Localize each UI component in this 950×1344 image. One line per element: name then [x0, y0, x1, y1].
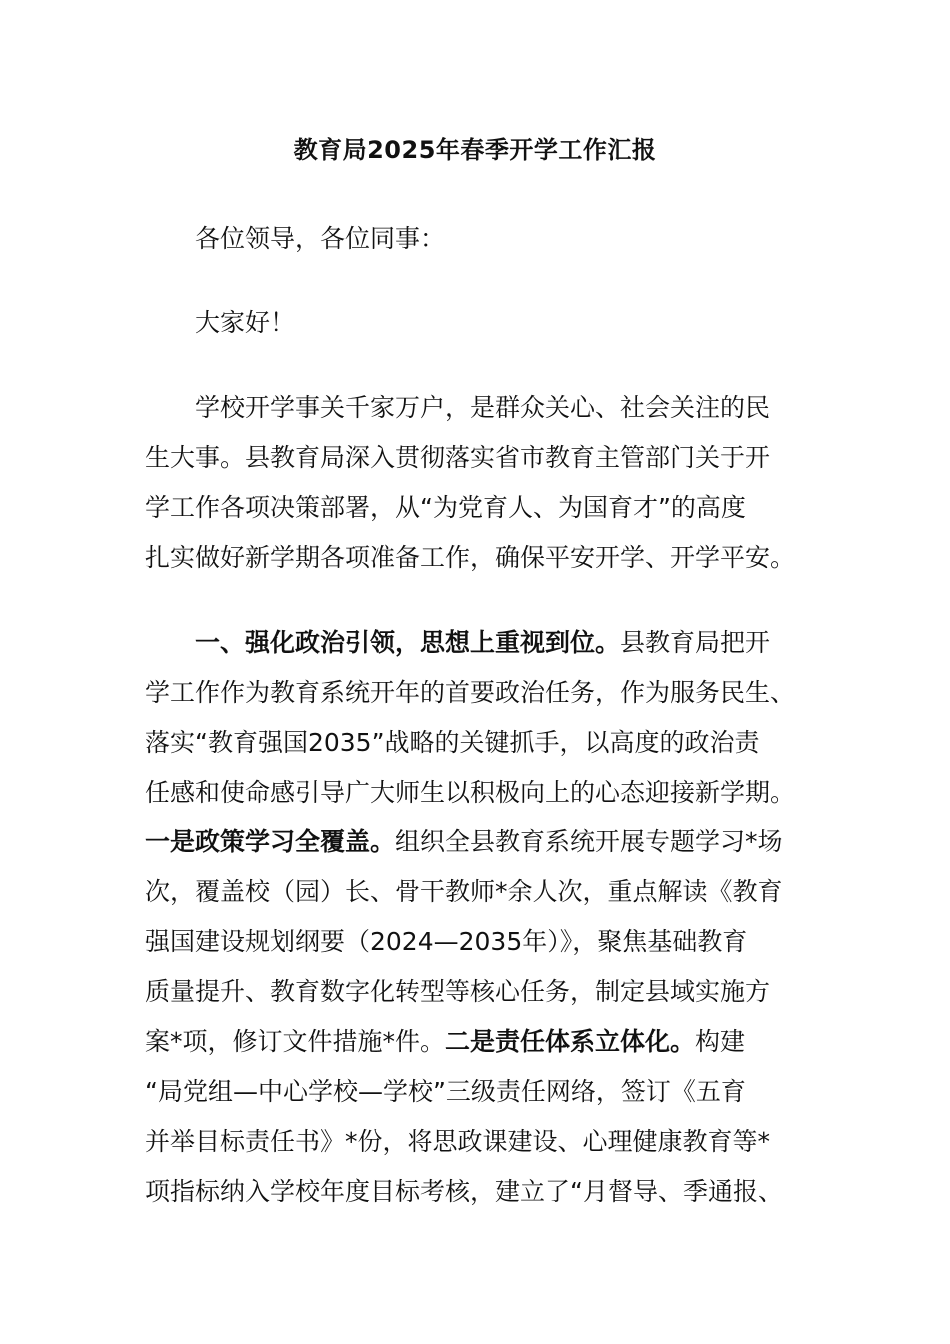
- point2-line-3: 并举目标责任书》*份，将思政课建设、心理健康教育等*: [145, 1127, 771, 1156]
- section1-line-3: 落实“教育强国2035”战略的关键抓手，以高度的政治责: [145, 728, 760, 757]
- salutation: 各位领导，各位同事：: [195, 224, 446, 253]
- intro-line-2: 生大事。县教育局深入贯彻落实省市教育主管部门关于开: [145, 443, 771, 472]
- greeting: 大家好！: [195, 308, 296, 337]
- point2-line-2: “局党组—中心学校—学校”三级责任网络，签订《五育: [145, 1077, 746, 1106]
- point1-line-4: 质量提升、教育数字化转型等核心任务，制定县域实施方: [145, 977, 771, 1006]
- section1-line-2: 学工作作为教育系统开年的首要政治任务，作为服务民生、: [145, 678, 796, 707]
- intro-line-4: 扎实做好新学期各项准备工作，确保平安开学、开学平安。: [145, 543, 796, 572]
- section1-line-4: 任感和使命感引导广大师生以积极向上的心态迎接新学期。: [145, 778, 796, 807]
- point2-line-1: [145, 1023, 745, 1061]
- section1-heading: 一、强化政治引领，思想上重视到位。: [195, 628, 621, 657]
- intro-line-3: 学工作各项决策部署，从“为党育人、为国育才”的高度: [145, 493, 746, 522]
- section1-line-1: [195, 624, 770, 662]
- point1-heading: 一是政策学习全覆盖。: [145, 827, 396, 856]
- point1-line-3: 强国建设规划纲要（2024—2035年）》，聚焦基础教育: [145, 927, 748, 956]
- point2-heading: 二是责任体系立体化。: [445, 1027, 696, 1056]
- point2-line1-rest: 构建: [695, 1027, 746, 1056]
- section1-line1-rest: 县教育局把开: [620, 628, 771, 657]
- point1-line-1: [145, 823, 783, 861]
- point1-line-2: 次，覆盖校（园）长、骨干教师*余人次，重点解读《教育: [145, 877, 783, 906]
- document-title: 教育局2025年春季开学工作汇报: [293, 136, 657, 164]
- intro-line-1: 学校开学事关千家万户，是群众关心、社会关注的民: [195, 393, 771, 422]
- point1-last-line: 案*项，修订文件措施*件。: [145, 1027, 446, 1056]
- point2-line-4: 项指标纳入学校年度目标考核，建立了“月督导、季通报、: [145, 1177, 783, 1206]
- point1-line1-rest: 组织全县教育系统开展专题学习*场: [395, 827, 783, 856]
